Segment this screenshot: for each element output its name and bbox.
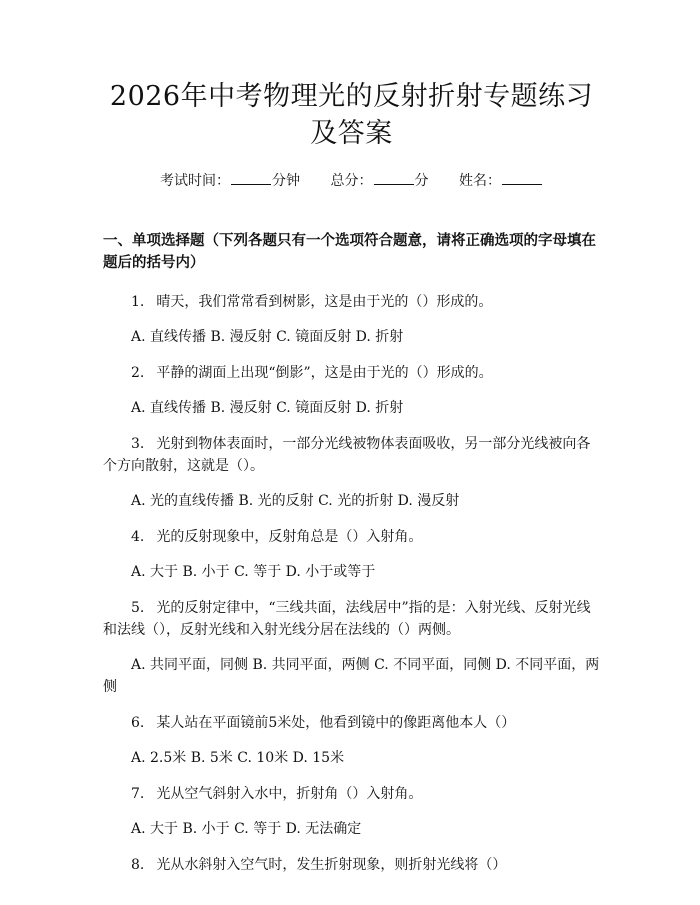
question-number: 5. <box>131 600 145 616</box>
question-list <box>103 291 600 876</box>
section-heading-single-choice: 一、单项选择题（下列各题只有一个选项符合题意，请将正确选项的字母填在题后的括号内） <box>103 233 596 271</box>
question-number: 3. <box>131 436 145 452</box>
total-score-field <box>331 171 429 191</box>
question-options: A. 光的直线传播 B. 光的反射 C. 光的折射 D. 漫反射 <box>131 493 460 509</box>
question-text: 晴天，我们常常看到树影，这是由于光的（）形成的。 <box>156 294 493 310</box>
exam-time-field <box>160 171 300 191</box>
question-item <box>103 712 600 734</box>
exam-time-blank[interactable] <box>231 172 271 185</box>
question-options: A. 大于 B. 小于 C. 等于 D. 小于或等于 <box>131 564 376 580</box>
exam-info-line <box>103 171 600 191</box>
question-options: A. 2.5米 B. 5米 C. 10米 D. 15米 <box>131 750 345 766</box>
exam-time-label: 考试时间： <box>160 173 231 189</box>
question-text: 光射到物体表面时，一部分光线被物体表面吸收，另一部分光线被向各个方向散射，这就是（）。 <box>103 436 591 474</box>
question-number: 4. <box>131 529 145 545</box>
question-options: A. 直线传播 B. 漫反射 C. 镜面反射 D. 折射 <box>131 329 404 345</box>
question-text: 光从水斜射入空气时，发生折射现象，则折射光线将（） <box>156 857 507 873</box>
question-options: A. 直线传播 B. 漫反射 C. 镜面反射 D. 折射 <box>131 400 404 416</box>
question-text: 光的反射现象中，反射角总是（）入射角。 <box>156 529 423 545</box>
question-number: 6. <box>131 715 145 731</box>
question-item <box>103 597 600 641</box>
question-item <box>103 526 600 548</box>
total-score-unit: 分 <box>414 173 429 189</box>
question-text: 光从空气斜射入水中，折射角（）入射角。 <box>156 786 423 802</box>
question-item <box>103 291 600 313</box>
question-number: 7. <box>131 786 145 802</box>
total-score-blank[interactable] <box>374 172 414 185</box>
document-title: 2026年中考物理光的反射折射专题练习及答案 <box>109 81 594 149</box>
question-item <box>103 854 600 876</box>
question-number: 2. <box>131 365 145 381</box>
exam-time-unit: 分钟 <box>272 173 301 189</box>
question-number: 8. <box>131 857 145 873</box>
name-blank[interactable] <box>502 172 542 185</box>
question-item <box>103 362 600 384</box>
total-score-label: 总分： <box>330 173 373 189</box>
question-number: 1. <box>131 294 145 310</box>
question-text: 平静的湖面上出现“倒影”，这是由于光的（）形成的。 <box>156 365 493 381</box>
question-item <box>103 783 600 805</box>
question-text: 某人站在平面镜前5米处，他看到镜中的像距离他本人（） <box>156 715 516 731</box>
question-options: A. 共同平面，同侧 B. 共同平面，两侧 C. 不同平面，同侧 D. 不同平面，两侧 <box>103 657 600 695</box>
question-options: A. 大于 B. 小于 C. 等于 D. 无法确定 <box>131 821 362 837</box>
name-field <box>459 171 543 191</box>
name-label: 姓名： <box>458 173 501 189</box>
question-text: 光的反射定律中，“三线共面，法线居中”指的是：入射光线、反射光线和法线（），反射光线和入射光线分居在法线的（）两侧。 <box>103 600 591 638</box>
question-item <box>103 433 600 477</box>
